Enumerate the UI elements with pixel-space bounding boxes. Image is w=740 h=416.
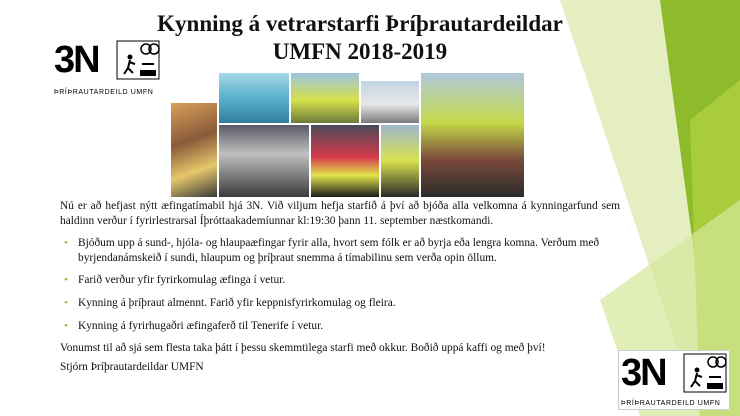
logo-3n-bottom	[618, 350, 730, 410]
logo-text: 3N	[54, 39, 99, 81]
bullet-text: Farið verður yfir fyrirkomulag æfinga í vetur.	[78, 274, 286, 287]
title-line-1: Kynning á vetrarstarfi Þríþrautardeildar	[157, 11, 563, 36]
bullet-icon: •	[64, 274, 68, 287]
logo-3n-top	[52, 38, 162, 98]
gym-spinning-photo	[218, 124, 310, 198]
swimming-pool-group-photo	[218, 72, 290, 124]
triathlon-icon	[683, 353, 727, 393]
bullet-item	[60, 296, 620, 311]
runners-photo	[380, 124, 420, 198]
building-photo	[360, 80, 420, 124]
bullet-text: Bjóðum upp á sund-, hjóla- og hlaupaæfingar fyrir alla, hvort sem fólk er að byrja eða lengra komna. Verðum með byrjendanámskeið í sundi, hlaupum og þríþraut snemma á tímabilinu sem verða opin öllum.	[78, 237, 600, 264]
title-line-2: UMFN 2018-2019	[272, 39, 448, 64]
photo-collage	[170, 72, 525, 198]
running-group-photo	[310, 124, 380, 198]
outdoor-group-photo	[290, 72, 360, 124]
signature: Stjórn Þríþrautardeildar UMFN	[60, 360, 204, 373]
intro-paragraph: Nú er að hefjast nýtt æfingatímabil hjá 3N. Við viljum hefja starfið á því að bjóða alla velkomna á kynningarfund sem haldinn verður í fyrirlestrarsal Íþróttaakademíunnar kl:19:30 þann 11. september næstkomandi.	[60, 200, 620, 227]
bullet-list	[60, 236, 620, 333]
closing-text: Vonumst til að sjá sem flesta taka þátt í þessu skemmtilega starfi með okkur. Boðið uppá kaffi og með því!	[60, 342, 546, 355]
bullet-item	[60, 273, 620, 288]
bullet-icon: •	[64, 296, 68, 309]
bullet-item	[60, 236, 620, 265]
bullet-text: Kynning á fyrirhugaðri æfingaferð til Tenerife í vetur.	[78, 319, 324, 332]
finish-line-group-photo	[170, 102, 218, 198]
bullet-text: Kynning á þríþraut almennt. Farið yfir keppnisfyrirkomulag og fleira.	[78, 296, 396, 309]
bullet-item	[60, 319, 620, 334]
triathlon-icon	[116, 40, 160, 80]
logo-subtitle: ÞRÍÞRAUTARDEILD UMFN	[54, 89, 154, 96]
bullet-icon: •	[64, 319, 68, 332]
event-group-photo	[420, 72, 525, 198]
slide-body	[60, 199, 620, 374]
logo-subtitle: ÞRÍÞRAUTARDEILD UMFN	[621, 400, 721, 407]
logo-text: 3N	[621, 352, 666, 394]
page-title	[100, 10, 620, 66]
bullet-icon: •	[64, 237, 68, 250]
